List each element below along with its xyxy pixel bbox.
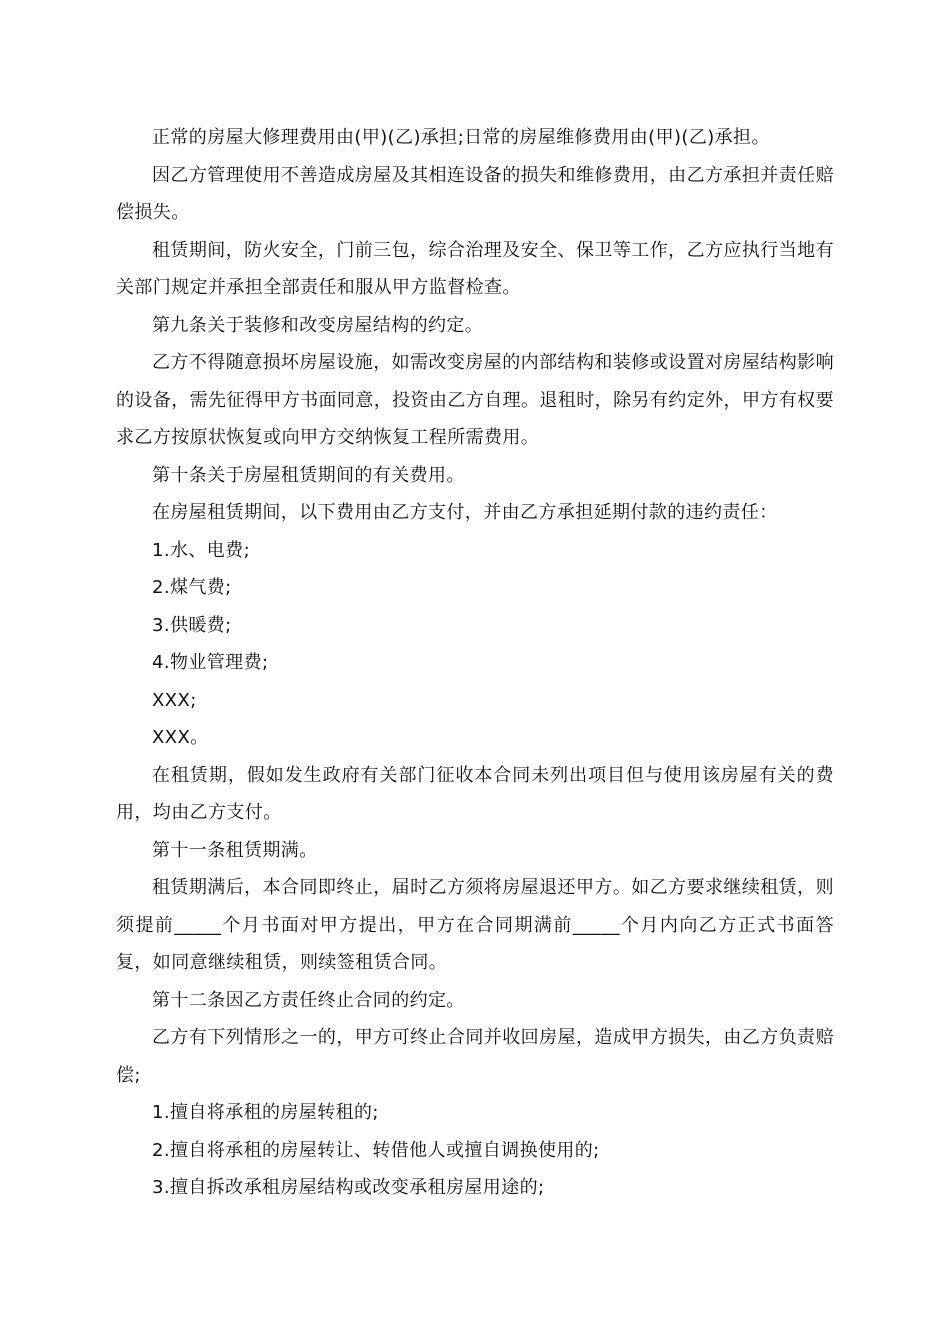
article-12-heading: 第十二条因乙方责任终止合同的约定。 [152, 989, 465, 1011]
list-item-termination-3: 3.擅自拆改承租房屋结构或改变承租房屋用途的; [152, 1177, 545, 1198]
paragraph-safety-duties: 租赁期间，防火安全，门前三包，综合治理及安全、保卫等工作，乙方应执行当地有关部门规定并承担全部责任和服从甲方监督检查。 [116, 239, 834, 298]
paragraph-fees-intro: 在房屋租赁期间，以下费用由乙方支付，并由乙方承担延期付款的违约责任： [152, 502, 778, 523]
paragraph-renovation: 乙方不得随意损坏房屋设施，如需改变房屋的内部结构和装修或设置对房屋结构影响的设备，需先征得甲方书面同意，投资由乙方自理。退租时，除另有约定外，甲方有权要求乙方按原状恢复或向甲方交纳恢复工程所需费用。 [116, 352, 834, 448]
article-11-heading: 第十一条租赁期满。 [152, 839, 318, 861]
paragraph-government-fees: 在租赁期，假如发生政府有关部门征收本合同未列出项目但与使用该房屋有关的费用，均由乙方支付。 [116, 764, 834, 823]
paragraph-termination-conditions: 乙方有下列情形之一的，甲方可终止合同并收回房屋，造成甲方损失，由乙方负责赔偿; [116, 1027, 834, 1086]
list-item-termination-1: 1.擅自将承租的房屋转租的; [152, 1102, 379, 1123]
document-body [116, 119, 834, 1207]
paragraph-repair-costs: 正常的房屋大修理费用由(甲)(乙)承担;日常的房屋维修费用由(甲)(乙)承担。 [152, 127, 770, 148]
list-item-fee-5: XXX; [152, 689, 197, 711]
article-9-heading: 第九条关于装修和改变房屋结构的约定。 [152, 314, 484, 336]
article-10-heading: 第十条关于房屋租赁期间的有关费用。 [152, 464, 465, 486]
paragraph-lease-expiry: 租赁期满后，本合同即终止，届时乙方须将房屋退还甲方。如乙方要求继续租赁，则须提前_____个月书面对甲方提出，甲方在合同期满前_____个月内向乙方正式书面答复，如同意继续租赁，则续签租赁合同。 [116, 877, 834, 973]
list-item-fee-1: 1.水、电费; [152, 539, 251, 561]
list-item-fee-3: 3.供暖费; [152, 614, 232, 636]
list-item-fee-6: XXX。 [152, 727, 209, 748]
list-item-termination-2: 2.擅自将承租的房屋转让、转借他人或擅自调换使用的; [152, 1139, 600, 1161]
list-item-fee-4: 4.物业管理费; [152, 652, 269, 673]
list-item-fee-2: 2.煤气费; [152, 577, 232, 598]
paragraph-damage-liability: 因乙方管理使用不善造成房屋及其相连设备的损失和维修费用，由乙方承担并责任赔偿损失。 [116, 164, 834, 223]
